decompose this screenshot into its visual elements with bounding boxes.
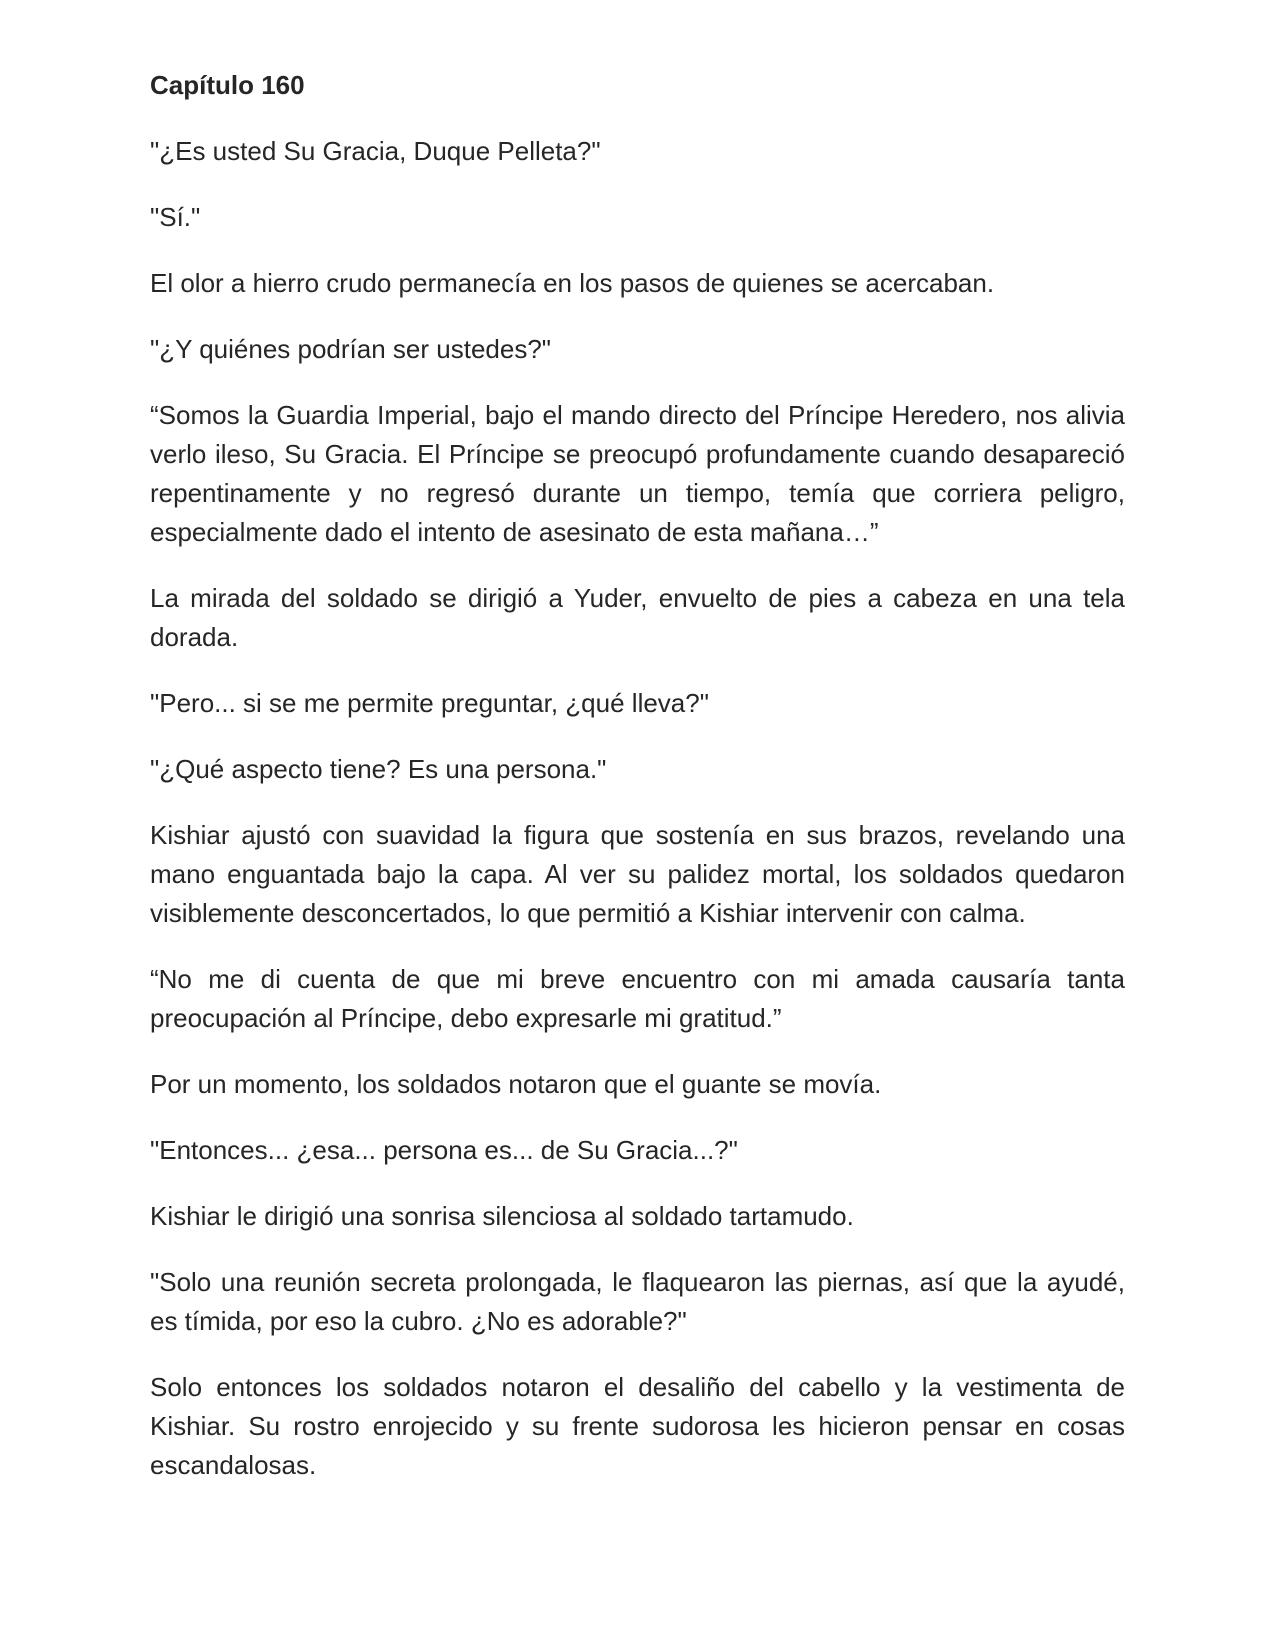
paragraph: Solo entonces los soldados notaron el desaliño del cabello y la vestimenta de Kishiar. Su rostro enrojecido y su frente sudorosa les hicieron pensar en cosas escandalosas. [150, 1372, 1125, 1480]
paragraph: "¿Y quiénes podrían ser ustedes?" [150, 334, 552, 364]
paragraph: "Entonces... ¿esa... persona es... de Su Gracia...?" [150, 1135, 738, 1165]
document-page [150, 66, 1125, 1485]
paragraph: La mirada del soldado se dirigió a Yuder, envuelto de pies a cabeza en una tela dorada. [150, 583, 1125, 652]
paragraph: "¿Qué aspecto tiene? Es una persona." [150, 754, 607, 784]
paragraph: “No me di cuenta de que mi breve encuentro con mi amada causaría tanta preocupación al Príncipe, debo expresarle mi gratitud.” [150, 964, 1125, 1033]
paragraph: Kishiar ajustó con suavidad la figura que sostenía en sus brazos, revelando una mano enguantada bajo la capa. Al ver su palidez mortal, los soldados quedaron visiblemente desconcertados, lo que permitió a Kishiar intervenir con calma. [150, 820, 1125, 928]
chapter-title: Capítulo 160 [150, 70, 305, 100]
paragraph: El olor a hierro crudo permanecía en los pasos de quienes se acercaban. [150, 268, 995, 298]
paragraph: "¿Es usted Su Gracia, Duque Pelleta?" [150, 136, 601, 166]
paragraph: "Solo una reunión secreta prolongada, le flaquearon las piernas, así que la ayudé, es tímida, por eso la cubro. ¿No es adorable?" [150, 1267, 1125, 1336]
paragraph: Kishiar le dirigió una sonrisa silenciosa al soldado tartamudo. [150, 1201, 854, 1231]
paragraph: Por un momento, los soldados notaron que el guante se movía. [150, 1069, 882, 1099]
paragraph: "Sí." [150, 202, 201, 232]
paragraph: "Pero... si se me permite preguntar, ¿qué lleva?" [150, 688, 709, 718]
paragraph: “Somos la Guardia Imperial, bajo el mando directo del Príncipe Heredero, nos alivia verlo ileso, Su Gracia. El Príncipe se preocupó profundamente cuando desapareció repentinamente y no regresó durante un tiempo, temía que corriera peligro, especialmente dado el intento de asesinato de esta mañana…” [150, 400, 1125, 547]
